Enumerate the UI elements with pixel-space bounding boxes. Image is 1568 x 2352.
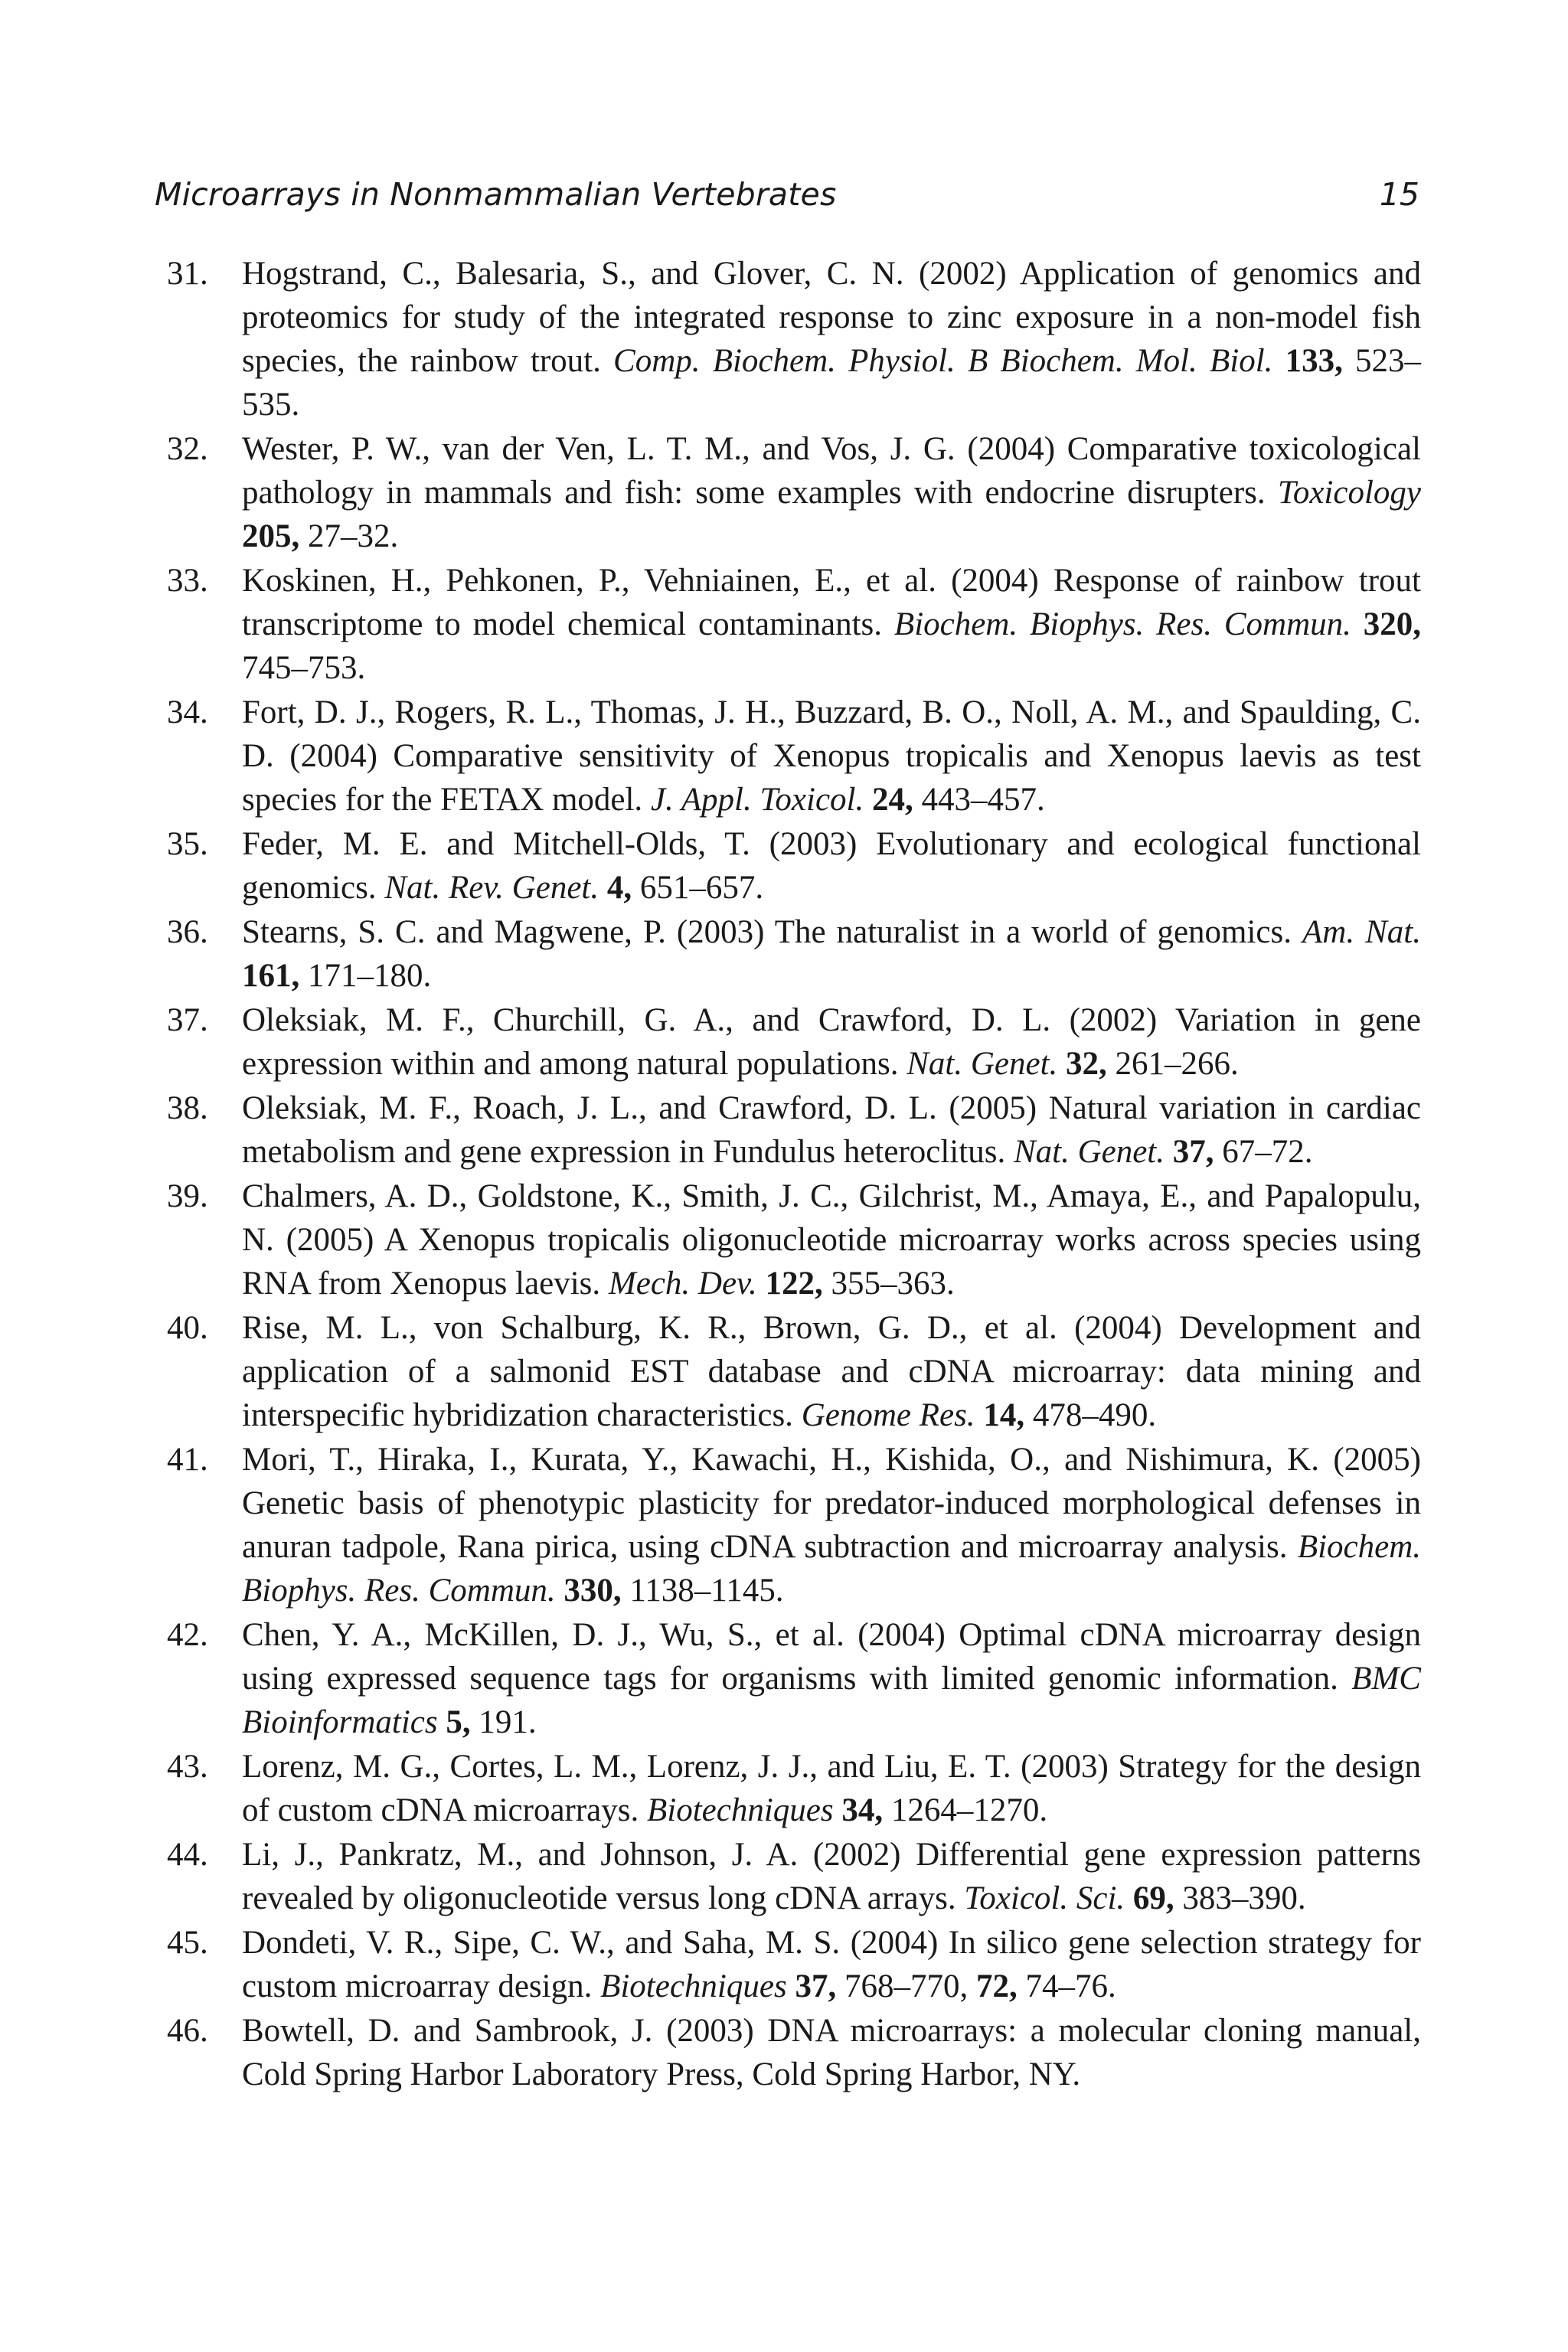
citation-text [787,1968,795,2004]
reference-text [242,1617,1421,1740]
reference-item [167,1174,1421,1305]
reference-list [167,252,1421,2096]
citation-text: 261–266. [1106,1046,1239,1082]
reference-item [167,252,1421,426]
citation-text: 383–390. [1174,1880,1306,1916]
citation-text: Oleksiak, M. F., Roach, J. L., and Crawford, D. L. (2005) Natural variation in cardiac metabolism and gene expression in Fundulus heteroclitus. [242,1090,1421,1170]
citation-text: Wester, P. W., van der Ven, L. T. M., and Vos, J. G. (2004) Comparative toxicological pathology in mammals and fish: some examples with endocrine disrupters. [242,431,1421,511]
reference-number: 36. [167,914,208,950]
reference-text [242,1925,1421,2004]
running-head-title: Microarrays in Nonmammalian Vertebrates [155,176,837,213]
volume-number: 37, [795,1968,837,2004]
citation-text [438,1704,446,1740]
volume-number: 24, [872,782,913,818]
reference-number: 37. [167,1002,208,1038]
volume-number: 32, [1066,1046,1107,1082]
citation-text [1165,1134,1173,1170]
journal-title: Biochem. Biophys. Res. Commun. [242,1529,1421,1609]
volume-number: 72, [975,1968,1018,2004]
reference-text [242,1442,1421,1609]
citation-text: 651–657. [632,870,764,906]
volume-number: 69, [1132,1880,1174,1916]
citation-text: 1138–1145. [621,1573,784,1609]
journal-title: J. Appl. Toxicol. [650,782,864,818]
reference-item [167,1438,1421,1612]
citation-text: 745–753. [242,650,366,686]
citation-text: Bowtell, D. and Sambrook, J. (2003) DNA microarrays: a molecular cloning manual, Cold Spring Harbor Laboratory Press, Cold Spring Harbor, NY. [242,2013,1421,2092]
citation-text: Hogstrand, C., Balesaria, S., and Glover, C. N. (2002) Application of genomics and proteomics for study of the integrated response to zinc exposure in a non-model fish species, the rainbow trout. [242,256,1421,379]
reference-item [167,691,1421,822]
citation-text: Dondeti, V. R., Sipe, C. W., and Saha, M. S. (2004) In silico gene selection strategy for custom microarray design. [242,1925,1421,2004]
journal-title: BMC Bioinformatics [242,1661,1421,1740]
reference-number: 46. [167,2013,208,2049]
volume-number: 320, [1363,606,1422,642]
journal-title: Toxicology [1277,475,1421,511]
citation-text [1351,606,1364,642]
citation-text: Fort, D. J., Rogers, R. L., Thomas, J. H., Buzzard, B. O., Noll, A. M., and Spaulding, C. D. (2004) Comparative sensitivity of Xenopus tropicalis and Xenopus laevis as test species for the FETAX model. [242,694,1421,818]
citation-text: 171–180. [299,958,432,994]
reference-item [167,1833,1421,1920]
citation-text: 443–457. [913,782,1045,818]
volume-number: 330, [564,1573,622,1609]
reference-item [167,998,1421,1086]
citation-text: Rise, M. L., von Schalburg, K. R., Brown, G. D., et al. (2004) Development and application of a salmonid EST database and cDNA microarray: data mining and interspecific hybridization characteristics. [242,1310,1421,1433]
journal-title: Nat. Genet. [1013,1134,1165,1170]
reference-item [167,822,1421,910]
citation-text [834,1792,842,1828]
citation-text [1125,1880,1133,1916]
reference-item [167,910,1421,998]
reference-number: 39. [167,1178,208,1214]
citation-text: Lorenz, M. G., Cortes, L. M., Lorenz, J. J., and Liu, E. T. (2003) Strategy for the design of custom cDNA microarrays. [242,1749,1421,1828]
citation-text: 355–363. [822,1266,955,1302]
reference-number: 33. [167,563,208,599]
reference-text [242,914,1421,994]
volume-number: 122, [765,1266,823,1302]
journal-title: Am. Nat. [1302,914,1422,950]
reference-number: 32. [167,431,208,467]
citation-text [864,782,872,818]
citation-text [1057,1046,1066,1082]
journal-title: Toxicol. Sci. [964,1880,1125,1916]
citation-text [757,1266,766,1302]
reference-text [242,2013,1421,2092]
reference-number: 35. [167,826,208,862]
journal-title: Mech. Dev. [608,1266,757,1302]
reference-number: 38. [167,1090,208,1126]
volume-number: 5, [446,1704,471,1740]
reference-number: 31. [167,256,208,292]
reference-text [242,1002,1421,1082]
volume-number: 37, [1172,1134,1214,1170]
journal-title: Biotechniques [647,1792,834,1828]
volume-number: 161, [242,958,300,994]
reference-item [167,427,1421,558]
citation-text: 478–490. [1024,1397,1157,1433]
volume-number: 34, [841,1792,884,1828]
citation-text [556,1573,564,1609]
volume-number: 133, [1285,343,1343,379]
reference-text [242,431,1421,554]
reference-number: 42. [167,1617,208,1653]
journal-title: Genome Res. [801,1397,975,1433]
volume-number: 4, [606,870,632,906]
reference-item [167,1921,1421,2008]
reference-text [242,826,1421,906]
reference-item [167,1613,1421,1744]
citation-text [1272,343,1285,379]
citation-text: 27–32. [299,518,399,554]
citation-text: Chalmers, A. D., Goldstone, K., Smith, J. C., Gilchrist, M., Amaya, E., and Papalopulu, N. (2005) A Xenopus tropicalis oligonucleotide microarray works across species using RNA from Xenopus laevis. [242,1178,1421,1302]
journal-title: Biotechniques [600,1968,787,2004]
citation-text: 67–72. [1214,1134,1313,1170]
citation-text: 74–76. [1017,1968,1116,2004]
citation-text: 1264–1270. [883,1792,1048,1828]
citation-text: Koskinen, H., Pehkonen, P., Vehniainen, E., et al. (2004) Response of rainbow trout transcriptome to model chemical contaminants. [242,563,1421,642]
journal-title: Comp. Biochem. Physiol. B Biochem. Mol. Biol. [613,343,1273,379]
citation-text: Oleksiak, M. F., Churchill, G. A., and Crawford, D. L. (2002) Variation in gene expression within and among natural populations. [242,1002,1421,1082]
reference-item [167,1745,1421,1832]
citation-text: 768–770, [836,1968,976,2004]
reference-item [167,2009,1421,2096]
citation-text: Feder, M. E. and Mitchell-Olds, T. (2003) Evolutionary and ecological functional genomics. [242,826,1421,906]
reference-text [242,1178,1421,1302]
journal-title: Biochem. Biophys. Res. Commun. [893,606,1351,642]
page-number: 15 [1379,176,1419,213]
volume-number: 205, [242,518,300,554]
citation-text: Mori, T., Hiraka, I., Kurata, Y., Kawachi, H., Kishida, O., and Nishimura, K. (2005) Genetic basis of phenotypic plasticity for predator-induced morphological defenses in anuran tadpole, Rana pirica, using cDNA subtraction and microarray analysis. [242,1442,1421,1565]
reference-number: 41. [167,1442,208,1478]
journal-title: Nat. Genet. [906,1046,1058,1082]
reference-item [167,559,1421,690]
reference-text [242,694,1421,818]
citation-text: Chen, Y. A., McKillen, D. J., Wu, S., et al. (2004) Optimal cDNA microarray design using expressed sequence tags for organisms with limited genomic information. [242,1617,1421,1697]
reference-text [242,1749,1421,1828]
reference-number: 43. [167,1749,208,1785]
reference-text [242,1837,1421,1916]
reference-number: 40. [167,1310,208,1346]
reference-text [242,563,1421,686]
reference-number: 44. [167,1837,208,1873]
citation-text [599,870,607,906]
journal-title: Nat. Rev. Genet. [384,870,599,906]
running-head [155,167,1419,222]
citation-text: Li, J., Pankratz, M., and Johnson, J. A. (2002) Differential gene expression patterns revealed by oligonucleotide versus long cDNA arrays. [242,1837,1421,1916]
citation-text: 191. [470,1704,537,1740]
reference-number: 45. [167,1925,208,1961]
citation-text: 523–535. [242,343,1422,423]
volume-number: 14, [983,1397,1025,1433]
reference-text [242,1310,1421,1433]
reference-number: 34. [167,694,208,730]
reference-text [242,256,1421,423]
reference-item [167,1086,1421,1174]
citation-text [975,1397,984,1433]
reference-item [167,1306,1421,1437]
reference-text [242,1090,1421,1170]
citation-text: Stearns, S. C. and Magwene, P. (2003) The naturalist in a world of genomics. [242,914,1303,950]
